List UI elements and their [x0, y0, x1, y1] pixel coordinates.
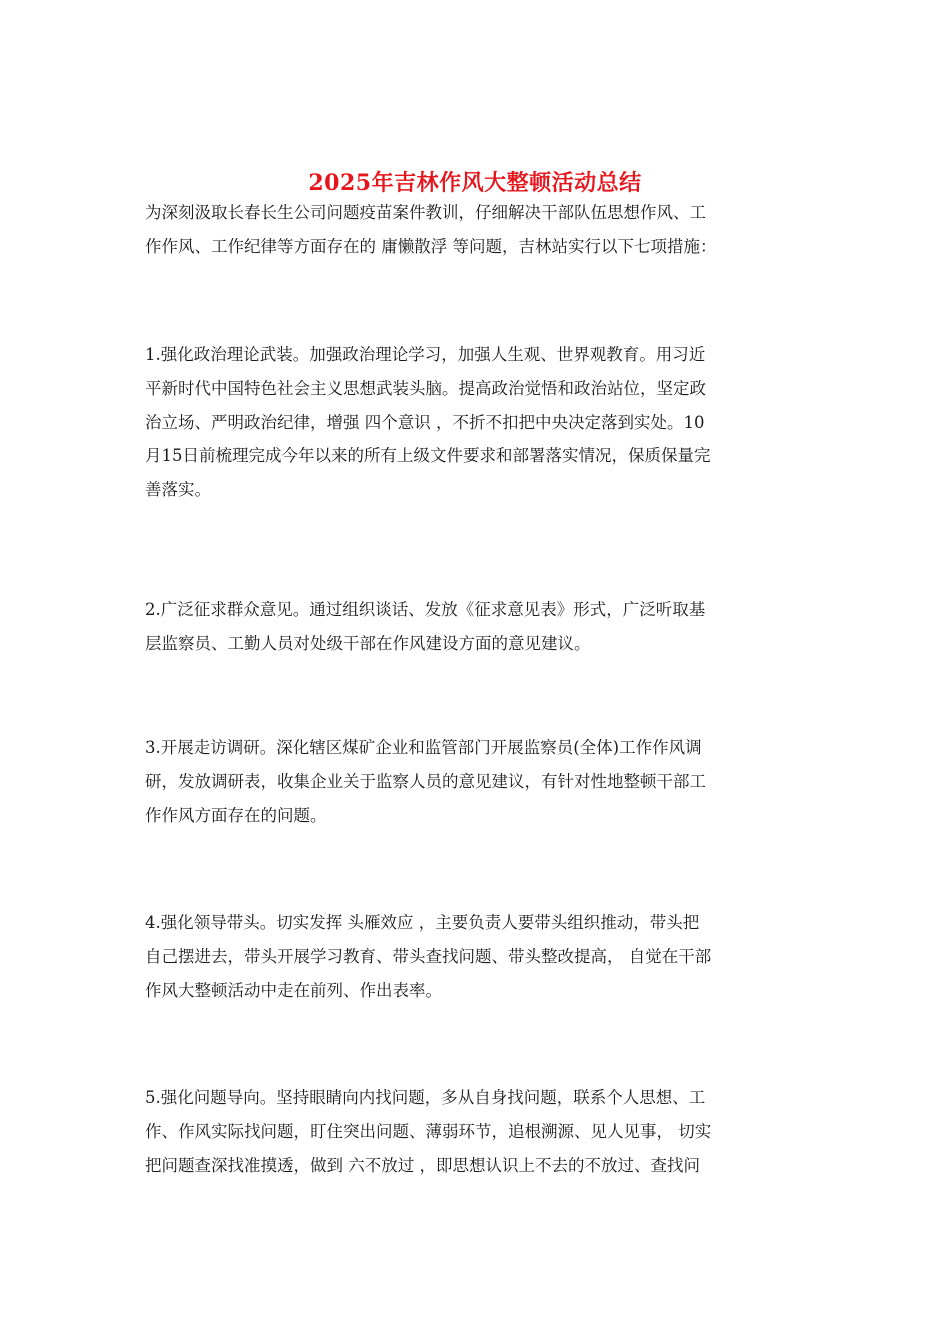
paragraph-line: 3.开展走访调研。深化辖区煤矿企业和监管部门开展监察员(全体)工作作风调	[145, 738, 702, 757]
paragraph-line: 月15日前梳理完成今年以来的所有上级文件要求和部署落实情况，保质保量完	[145, 446, 711, 466]
paragraph-line: 1.强化政治理论武装。加强政治理论学习，加强人生观、世界观教育。用习近	[145, 345, 706, 364]
document-title: 2025年吉林作风大整顿活动总结	[308, 169, 642, 196]
paragraph-line: 作、作风实际找问题，盯住突出问题、薄弱环节，追根溯源、见人见事， 切实	[145, 1121, 712, 1141]
intro-paragraph	[145, 196, 805, 264]
paragraph-line: 为深刻汲取长春长生公司问题疫苗案件教训，仔细解决干部队伍思想作风、工	[145, 203, 706, 222]
paragraph-line: 2.广泛征求群众意见。通过组织谈话、发放《征求意见表》形式，广泛听取基	[145, 600, 706, 619]
measure-paragraph-3	[145, 731, 805, 832]
paragraph-line: 4.强化领导带头。切实发挥 头雁效应 ，主要负责人要带头组织推动，带头把	[145, 913, 700, 932]
measure-paragraph-5	[145, 1081, 805, 1182]
paragraph-line: 研，发放调研表，收集企业关于监察人员的意见建议，有针对性地整顿干部工	[145, 771, 706, 791]
paragraph-line: 5.强化问题导向。坚持眼睛向内找问题，多从自身找问题，联系个人思想、工	[145, 1088, 706, 1107]
paragraph-line: 治立场、严明政治纪律，增强 四个意识 ，不折不扣把中央决定落到实处。10	[145, 412, 705, 432]
paragraph-line: 作风大整顿活动中走在前列、作出表率。	[145, 980, 442, 1000]
measure-paragraph-4	[145, 906, 805, 1007]
measure-paragraph-1	[145, 338, 805, 507]
paragraph-line: 作作风方面存在的问题。	[145, 805, 327, 825]
paragraph-line: 自己摆进去，带头开展学习教育、带头查找问题、带头整改提高， 自觉在干部	[145, 946, 712, 966]
paragraph-line: 善落实。	[145, 480, 211, 500]
paragraph-line: 把问题查深找准摸透，做到 六不放过 ，即思想认识上不去的不放过、查找问	[145, 1155, 700, 1175]
measure-paragraph-2	[145, 593, 805, 661]
paragraph-line: 平新时代中国特色社会主义思想武装头脑。提高政治觉悟和政治站位，坚定政	[145, 378, 706, 398]
paragraph-line: 层监察员、工勤人员对处级干部在作风建设方面的意见建议。	[145, 633, 591, 653]
paragraph-line: 作作风、工作纪律等方面存在的 庸懒散浮 等问题，吉林站实行以下七项措施：	[145, 236, 717, 256]
